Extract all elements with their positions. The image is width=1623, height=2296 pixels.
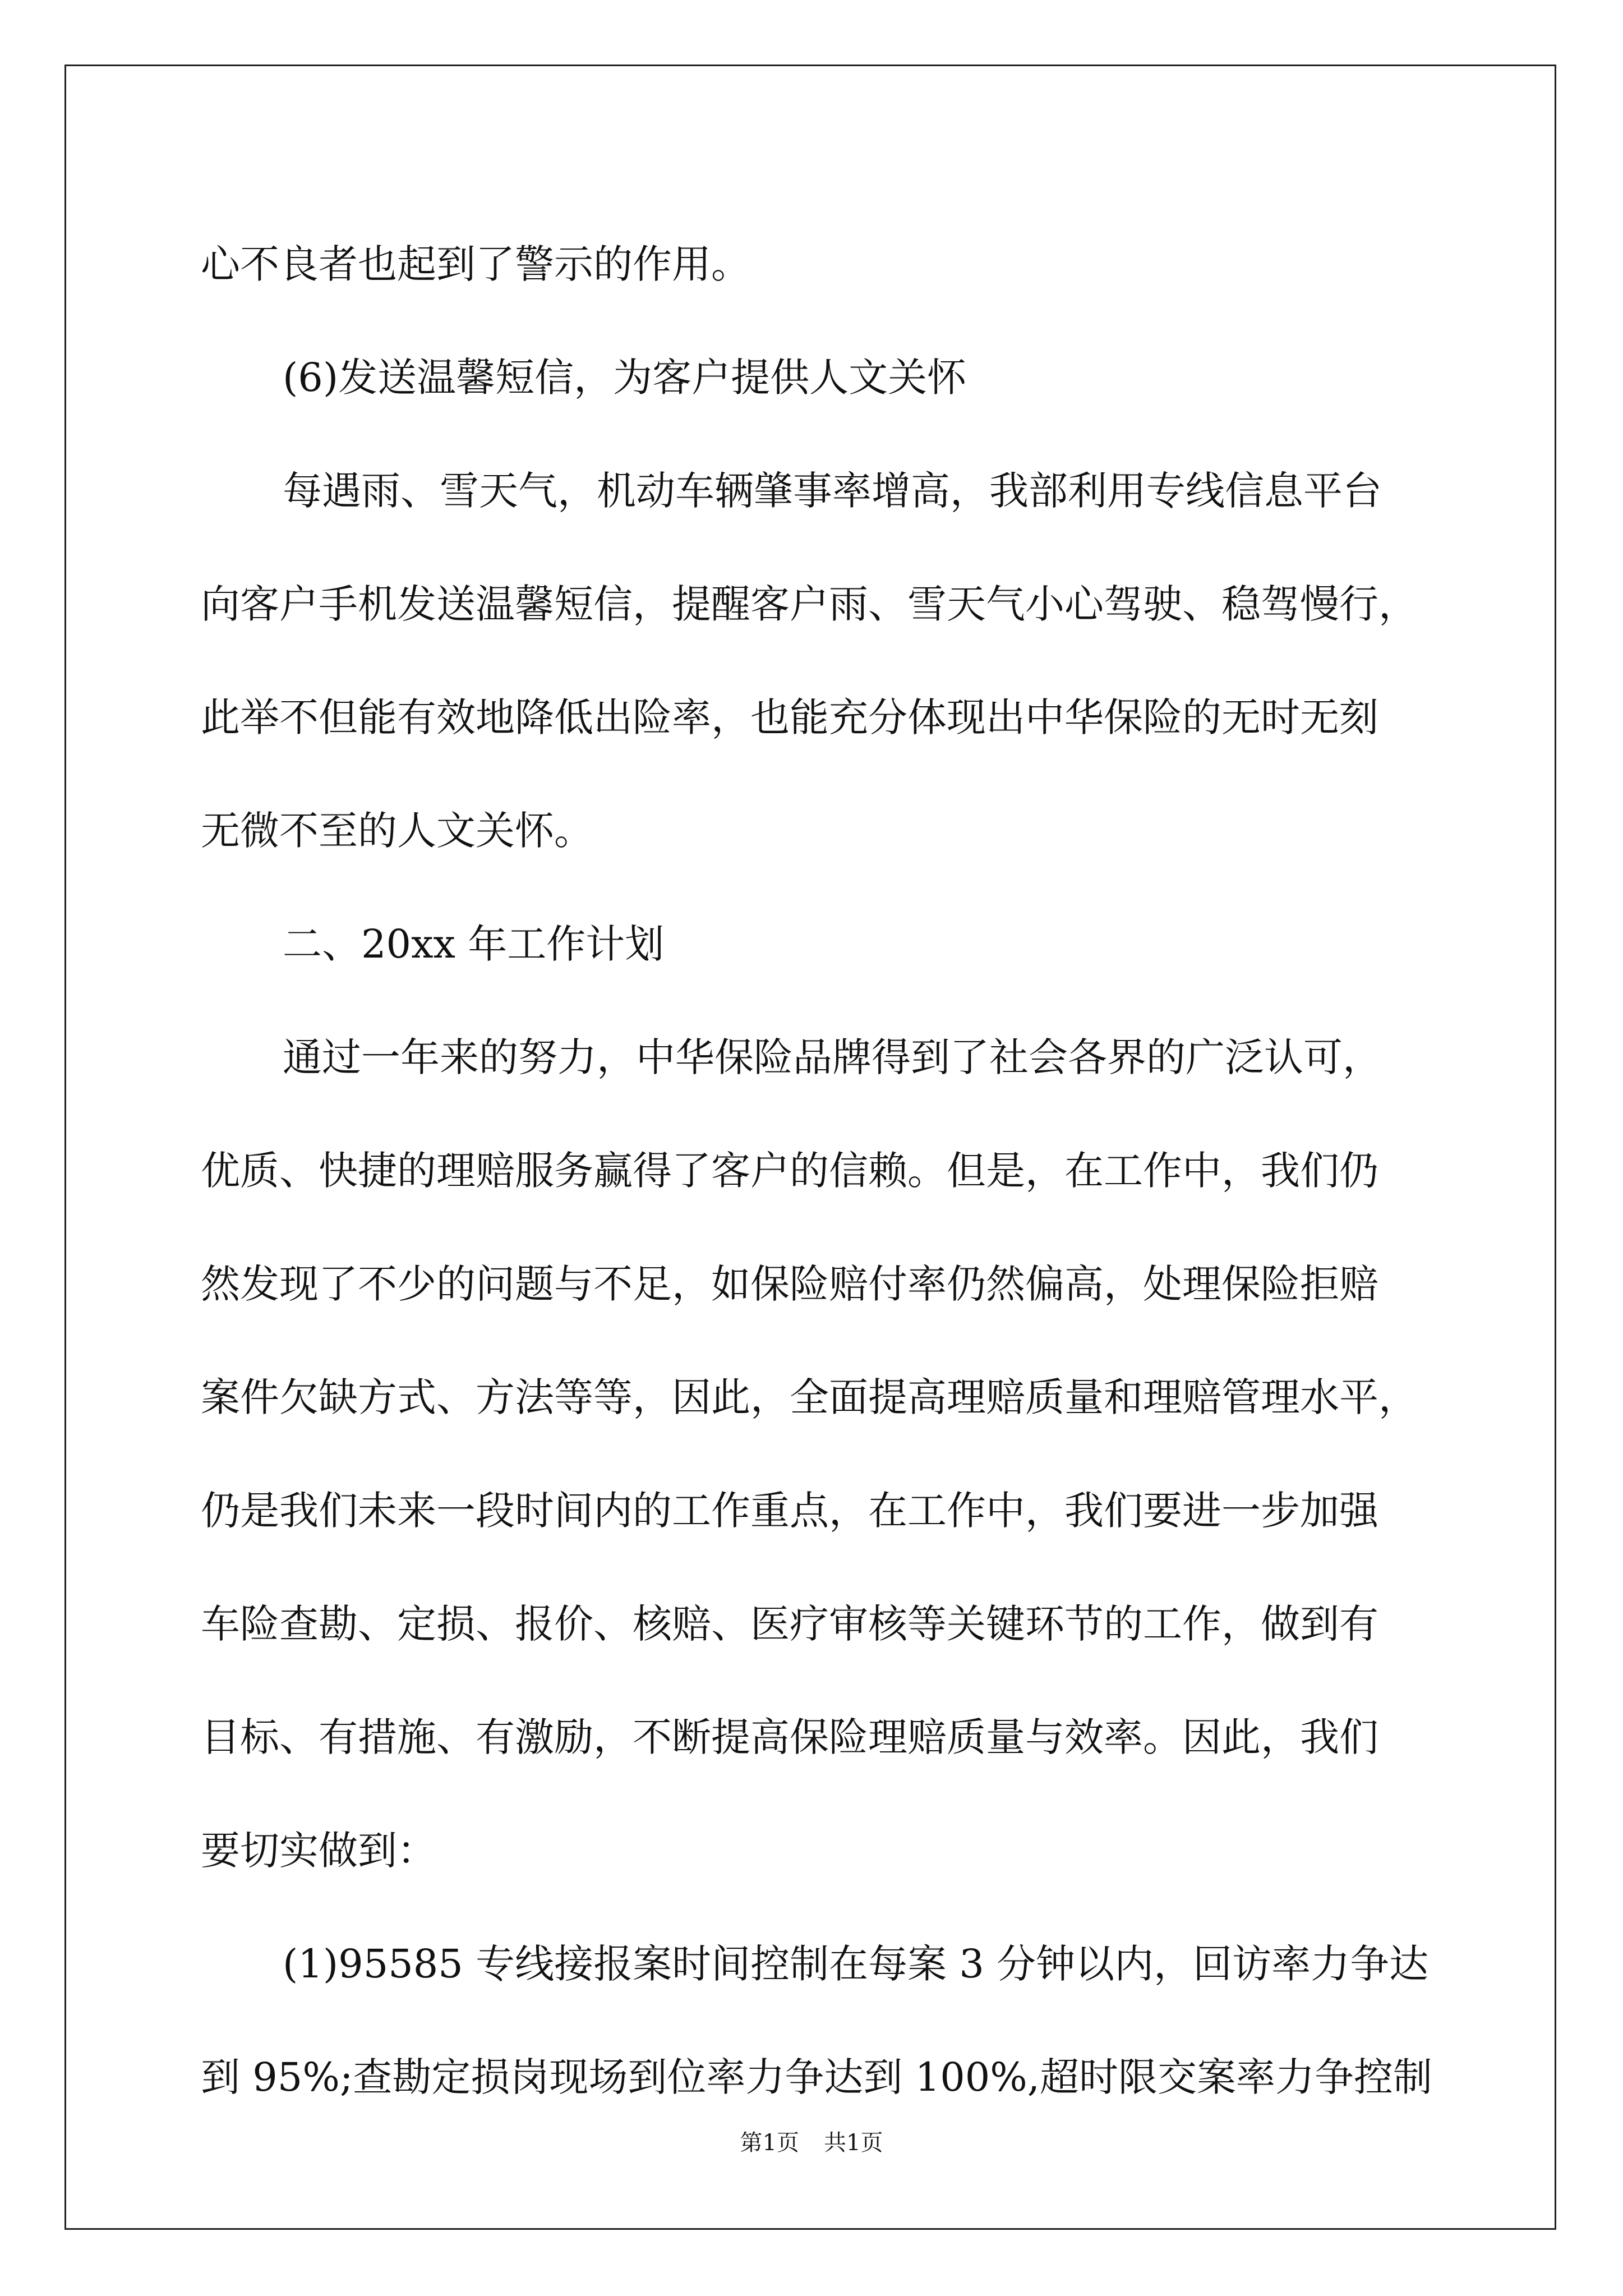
text-line: 车险查勘、定损、报价、核赔、医疗审核等关键环节的工作，做到有	[201, 1601, 1378, 1647]
text-line: 案件欠缺方式、方法等等，因此，全面提高理赔质量和理赔管理水平，	[201, 1374, 1418, 1420]
document-body	[201, 208, 1435, 2134]
text-line: 到 95%;查勘定损岗现场到位率力争达到 100%,超时限交案率力争控制	[201, 2054, 1433, 2100]
page-number: 第1页	[740, 2130, 799, 2156]
text-line: 通过一年来的努力，中华保险品牌得到了社会各界的广泛认可，	[283, 1034, 1382, 1080]
text-line: (1)95585 专线接报案时间控制在每案 3 分钟以内，回访率力争达	[283, 1941, 1429, 1987]
text-line: 仍是我们未来一段时间内的工作重点，在工作中，我们要进一步加强	[201, 1488, 1378, 1534]
text-line: 目标、有措施、有激励，不断提高保险理赔质量与效率。因此，我们	[201, 1714, 1378, 1760]
text-line: 无微不至的人文关怀。	[201, 808, 593, 854]
page-footer	[0, 2129, 1623, 2157]
page-total: 共1页	[824, 2130, 883, 2156]
text-line: 然发现了不少的问题与不足，如保险赔付率仍然偏高，处理保险拒赔	[201, 1261, 1378, 1307]
text-line: 优质、快捷的理赔服务赢得了客户的信赖。但是，在工作中，我们仍	[201, 1148, 1378, 1194]
section-heading: 二、20xx 年工作计划	[283, 921, 665, 967]
text-line: 心不良者也起到了警示的作用。	[201, 241, 750, 287]
text-line: 要切实做到：	[201, 1828, 436, 1874]
text-line: (6)发送温馨短信，为客户提供人文关怀	[283, 355, 967, 401]
text-line: 此举不但能有效地降低出险率，也能充分体现出中华保险的无时无刻	[201, 694, 1378, 740]
text-line: 每遇雨、雪天气，机动车辆肇事率增高，我部利用专线信息平台	[283, 468, 1382, 514]
text-line: 向客户手机发送温馨短信，提醒客户雨、雪天气小心驾驶、稳驾慢行，	[201, 581, 1418, 627]
